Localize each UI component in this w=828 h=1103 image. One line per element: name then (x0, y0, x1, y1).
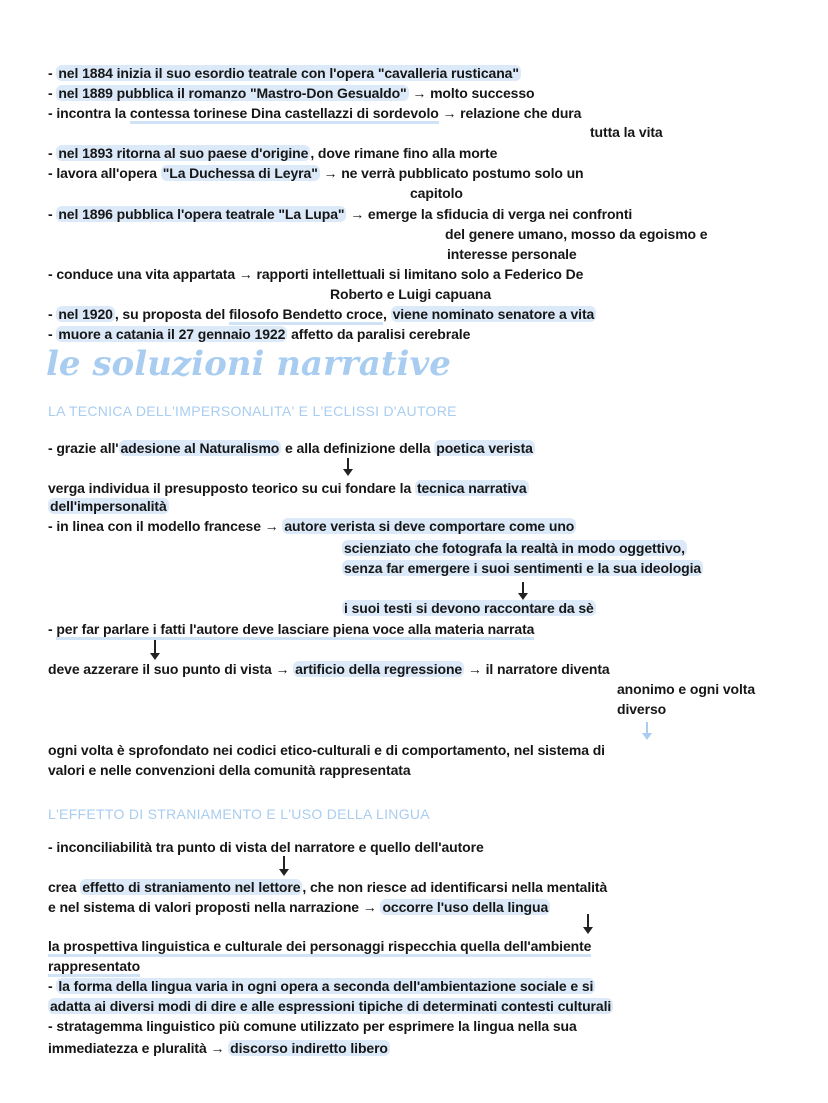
note-text: → relazione che dura (438, 105, 582, 121)
note-line (48, 838, 484, 856)
note-line (48, 878, 607, 896)
note-text: crea (48, 879, 81, 895)
note-line (445, 225, 707, 243)
note-text: - incontra la (48, 105, 130, 121)
highlighted-text: effetto di straniamento nel lettore (82, 879, 301, 895)
note-line (48, 64, 521, 82)
note-text: → emerge la sfiducia di verga nei confronti (346, 206, 633, 222)
note-text: - lavora all'opera (48, 165, 161, 181)
note-line (48, 937, 591, 955)
highlighted-text: "La Duchessa di Leyra" (162, 165, 318, 181)
note-line (48, 1039, 390, 1057)
highlighted-text: adatta ai diversi modi di dire e alle espressioni tipiche di determinati contesti culturali (50, 998, 612, 1014)
highlighted-text: autore verista si deve comportare come uno (284, 518, 575, 534)
note-line (48, 898, 550, 916)
note-line (48, 84, 535, 102)
note-text: - (48, 326, 57, 342)
highlighted-text: discorso indiretto libero (230, 1040, 388, 1056)
note-line (48, 479, 529, 497)
note-line (48, 265, 583, 283)
note-text: - inconciliabilità tra punto di vista del narratore e quello dell'autore (48, 839, 484, 855)
note-line (48, 439, 535, 457)
note-text: - (48, 65, 57, 81)
highlighted-text: poetica verista (436, 440, 533, 456)
note-line (617, 700, 666, 718)
note-line (48, 741, 605, 759)
highlighted-text: nel 1884 inizia il suo esordio teatrale con l'opera "cavalleria rusticana" (58, 65, 519, 81)
note-text: - in linea con il modello francese → (48, 518, 283, 534)
note-line (342, 539, 687, 557)
highlighted-text: nel 1893 ritorna al suo paese d'origine (58, 145, 309, 161)
note-text: tutta la vita (590, 124, 663, 140)
note-line (48, 144, 497, 162)
highlighted-text: adesione al Naturalismo (120, 440, 280, 456)
note-line (342, 599, 596, 617)
note-text: - (48, 306, 57, 322)
note-text: interesse personale (447, 246, 577, 262)
note-text: - grazie all' (48, 440, 119, 456)
note-text: ogni volta è sprofondato nei codici etico-culturali e di comportamento, nel sistema di (48, 742, 605, 758)
note-line (48, 164, 584, 182)
note-text: - (48, 206, 57, 222)
note-text: → il narratore diventa (464, 661, 610, 677)
highlighted-text: nel 1896 pubblica l'opera teatrale "La Lupa" (58, 206, 345, 222)
note-line (617, 680, 755, 698)
highlighted-text: dell'impersonalità (50, 498, 167, 514)
note-line (48, 205, 632, 223)
note-text: , che non riesce ad identificarsi nella mentalità (302, 879, 608, 895)
highlighted-text: artificio della regressione (295, 661, 463, 677)
note-line (48, 660, 610, 678)
note-line (48, 957, 140, 975)
note-line (48, 305, 596, 323)
highlighted-text: tecnica narrativa (416, 480, 527, 496)
highlighted-text: occorre l'uso della lingua (382, 899, 549, 915)
note-line (48, 761, 411, 779)
note-text: e nel sistema di valori proposti nella narrazione → (48, 899, 381, 915)
note-line (342, 559, 703, 577)
note-text: Roberto e Luigi capuana (330, 286, 492, 302)
note-text: capitolo (410, 185, 463, 201)
note-line (410, 184, 463, 202)
underlined-text: filosofo Bendetto croce (229, 306, 383, 325)
note-line (48, 1017, 577, 1035)
note-text: → molto successo (408, 85, 535, 101)
note-text: diverso (617, 701, 667, 717)
note-text: anonimo e ogni volta (617, 681, 756, 697)
note-text: , (382, 306, 391, 322)
note-text: - (48, 85, 57, 101)
note-line (48, 620, 534, 638)
subheading-straniamento: L'EFFETTO DI STRANIAMENTO E L'USO DELLA LINGUA (48, 806, 430, 822)
note-text: affetto da paralisi cerebrale (287, 326, 471, 342)
highlighted-text: nel 1920 (58, 306, 113, 322)
underlined-text: contessa torinese Dina castellazzi di sordevolo (130, 105, 439, 124)
underlined-text: rappresentato (48, 958, 140, 977)
highlighted-text: la forma della lingua varia in ogni opera a seconda dell'ambientazione sociale e si (58, 978, 594, 994)
note-text: - (48, 621, 57, 637)
highlighted-text: scienziato che fotografa la realtà in modo oggettivo, (344, 540, 685, 556)
note-text: e alla definizione della (281, 440, 435, 456)
highlighted-text: senza far emergere i suoi sentimenti e la sua ideologia (344, 560, 702, 576)
note-text: verga individua il presupposto teorico su cui fondare la (48, 480, 415, 496)
down-arrow-icon (646, 722, 648, 738)
highlighted-text: viene nominato senatore a vita (392, 306, 595, 322)
note-text: immediatezza e pluralità → (48, 1040, 229, 1056)
note-text: , su proposta del (114, 306, 229, 322)
note-text: - conduce una vita appartata → rapporti intellettuali si limitano solo a Federico De (48, 266, 584, 282)
down-arrow-icon (347, 458, 349, 474)
note-line (48, 997, 613, 1015)
note-line (48, 517, 576, 535)
underlined-text: la prospettiva linguistica e culturale dei personaggi rispecchia quella dell'ambiente (48, 938, 591, 957)
note-text: - (48, 978, 57, 994)
note-line (48, 325, 470, 343)
down-arrow-icon (154, 640, 156, 658)
note-text: deve azzerare il suo punto di vista → (48, 661, 294, 677)
note-text: - stratagemma linguistico più comune utilizzato per esprimere la lingua nella sua (48, 1018, 577, 1034)
note-line (48, 497, 169, 515)
note-line (48, 104, 581, 122)
note-text: del genere umano, mosso da egoismo e (445, 226, 708, 242)
down-arrow-icon (283, 856, 285, 874)
highlighted-text: muore a catania il 27 gennaio 1922 (58, 326, 286, 342)
down-arrow-icon (587, 914, 589, 932)
note-text: , dove rimane fino alla morte (310, 145, 498, 161)
note-line (48, 977, 595, 995)
down-arrow-icon (522, 582, 524, 598)
note-line (330, 285, 491, 303)
note-line (447, 245, 577, 263)
note-text: → ne verrà pubblicato postumo solo un (319, 165, 584, 181)
subheading-impersonalita: LA TECNICA DELL'IMPERSONALITA' E L'ECLISSI D'AUTORE (48, 403, 457, 419)
note-text: valori e nelle convenzioni della comunità rappresentata (48, 762, 411, 778)
highlighted-text: nel 1889 pubblica il romanzo "Mastro-Don Gesualdo" (58, 85, 407, 101)
section-title: le soluzioni narrative (46, 344, 451, 384)
note-line (590, 123, 663, 141)
underlined-text: per far parlare i fatti l'autore deve lasciare piena voce alla materia narrata (56, 621, 534, 640)
note-text: - (48, 145, 57, 161)
highlighted-text: i suoi testi si devono raccontare da sè (344, 600, 594, 616)
